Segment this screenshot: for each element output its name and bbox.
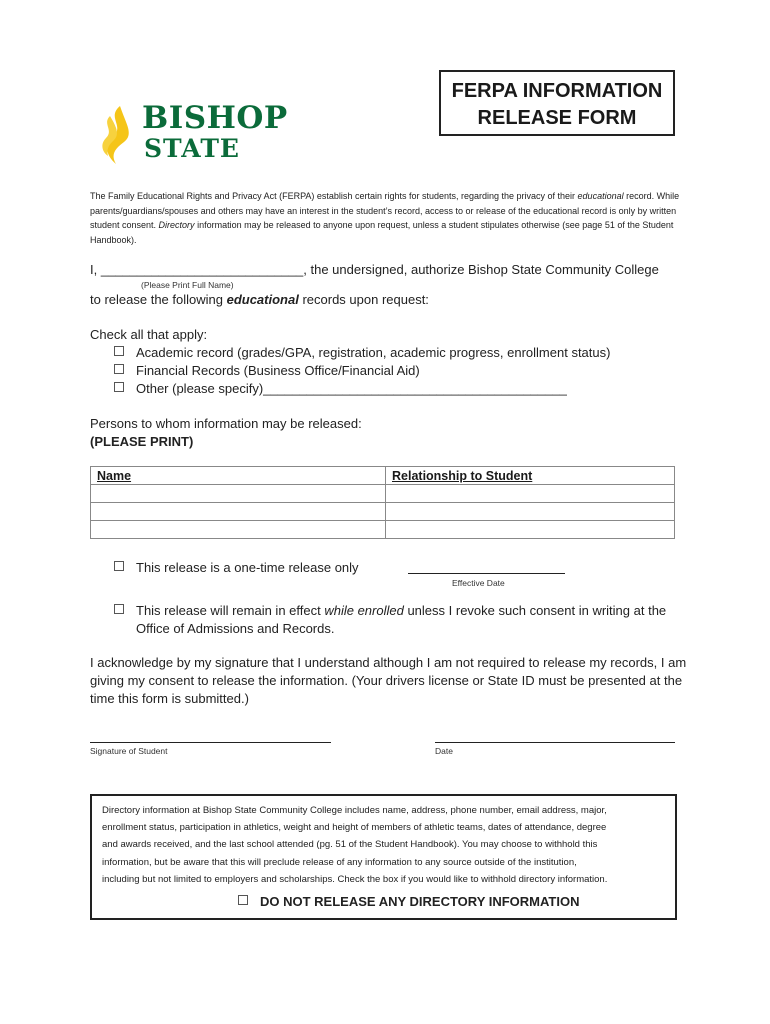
persons-table	[90, 466, 675, 539]
form-title-line2: RELEASE FORM	[477, 107, 637, 129]
checkbox[interactable]	[114, 346, 124, 356]
name-cell[interactable]	[91, 521, 386, 539]
checkbox[interactable]	[238, 895, 248, 905]
form-title	[439, 70, 675, 136]
directory-info-box	[90, 794, 677, 920]
relationship-cell[interactable]	[386, 503, 675, 521]
checkbox[interactable]	[114, 604, 124, 614]
bishop-state-logo	[96, 100, 311, 168]
name-cell[interactable]	[91, 485, 386, 503]
release-em: educational	[226, 292, 299, 307]
effective-date-line[interactable]	[408, 573, 565, 574]
ferpa-intro	[90, 189, 680, 247]
effective-date-label: Effective Date	[452, 578, 505, 588]
one-time-option[interactable]	[114, 560, 359, 575]
acknowledge-line3: time this form is submitted.)	[90, 691, 249, 706]
flame-icon	[96, 104, 138, 166]
relationship-column-header: Relationship to Student	[386, 467, 675, 485]
check-heading: Check all that apply:	[90, 327, 208, 342]
student-signature-line[interactable]	[90, 742, 331, 743]
directory-line1: Directory information at Bishop State Community College includes name, address, phone number, email address, major,	[102, 805, 607, 816]
persons-heading: Persons to whom information may be released:	[90, 416, 362, 431]
logo-text-bishop: BISHOP	[142, 100, 288, 136]
while-pre: This release will remain in effect	[136, 603, 325, 618]
no-release-option[interactable]	[102, 893, 665, 912]
name-cell[interactable]	[91, 503, 386, 521]
logo-text-state: STATE	[144, 134, 240, 163]
date-label: Date	[435, 746, 453, 756]
record-option-academic[interactable]	[114, 345, 610, 360]
table-row	[91, 485, 675, 503]
record-option-label: Financial Records (Business Office/Financial Aid)	[136, 363, 420, 378]
acknowledge-line1: I acknowledge by my signature that I understand although I am not required to release my records, I am	[90, 655, 687, 670]
record-option-label: Other (please specify)__________________________________________	[136, 381, 567, 396]
while-line2: Office of Admissions and Records.	[136, 621, 335, 636]
intro-em2: Directory	[158, 220, 195, 231]
record-option-label: Academic record (grades/GPA, registration, academic progress, enrollment status)	[136, 345, 611, 360]
while-post: unless I revoke such consent in writing at the	[403, 603, 667, 618]
table-row	[91, 521, 675, 539]
intro-part1: The Family Educational Rights and Privacy Act (FERPA) establish certain rights for students, regarding the privacy of their	[90, 191, 578, 201]
relationship-cell[interactable]	[386, 521, 675, 539]
intro-em1: educational	[577, 191, 624, 201]
checkbox[interactable]	[114, 382, 124, 392]
directory-line4: information, but be aware that this will preclude release of any information to any source outside of the institution,	[102, 856, 577, 868]
student-signature-label: Signature of Student	[90, 746, 168, 756]
record-option-financial[interactable]	[114, 363, 420, 378]
one-time-label: This release is a one-time release only	[136, 560, 359, 575]
release-line	[90, 292, 429, 307]
date-line[interactable]	[435, 742, 675, 743]
record-option-other[interactable]	[114, 381, 567, 396]
authorize-line: I, ____________________________, the undersigned, authorize Bishop State Community College	[90, 262, 659, 277]
acknowledge-line2: giving my consent to release the information. (Your drivers license or State ID must be presented at the	[90, 673, 683, 688]
while-enrolled-option[interactable]	[114, 603, 666, 618]
directory-line3: and awards received, and the last school attended (pg. 51 of the Student Handbook). You may choose to withhold this	[102, 839, 598, 851]
intro-part3: information may be released to anyone upon request, unless a student stipulates otherwise (see page 51 of the Student Handbook).	[90, 220, 674, 245]
checkbox[interactable]	[114, 364, 124, 374]
persons-subheading: (PLEASE PRINT)	[90, 434, 194, 449]
release-post: records upon request:	[298, 292, 429, 307]
name-column-header: Name	[91, 467, 386, 485]
form-title-line1: FERPA INFORMATION	[451, 80, 663, 102]
checkbox[interactable]	[114, 561, 124, 571]
intro-part2: record. While parents/guardians/spouses and others may have an interest in the student’s record, access to or release of the educational record is only by written student consent.	[90, 191, 680, 231]
directory-line2: enrollment status, participation in athletics, weight and height of members of athletic teams, dates of attendance, degree	[102, 822, 607, 834]
table-row	[91, 503, 675, 521]
name-hint: (Please Print Full Name)	[141, 280, 234, 290]
while-em: while enrolled	[324, 603, 404, 618]
relationship-cell[interactable]	[386, 485, 675, 503]
release-pre: to release the following	[90, 292, 227, 307]
table-header-row	[91, 467, 675, 485]
no-release-label: DO NOT RELEASE ANY DIRECTORY INFORMATION	[260, 894, 580, 910]
directory-line5: including but not limited to employers and scholarships. Check the box if you would like to withhold directory information.	[102, 873, 608, 885]
